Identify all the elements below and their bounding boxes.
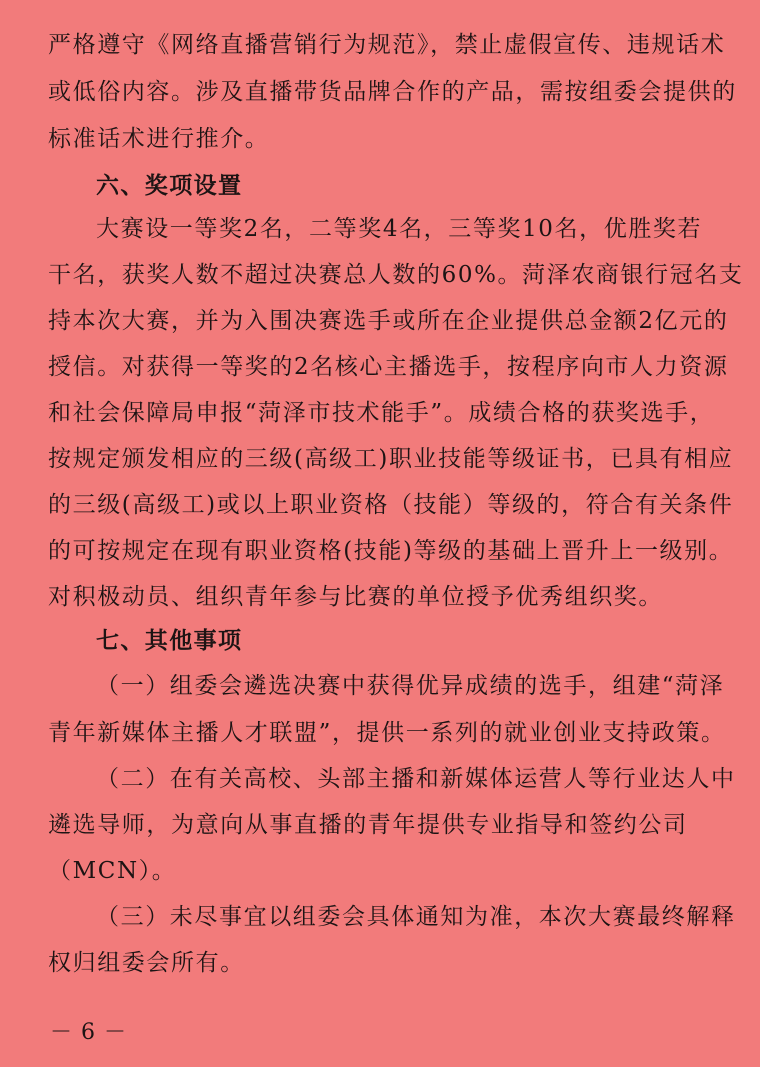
text-line: 干名，获奖人数不超过决赛总人数的60%。菏泽农商银行冠名支: [48, 262, 744, 288]
text-line: 授信。对获得一等奖的2名核心主播选手，按程序向市人力资源: [48, 354, 729, 380]
text-line: 或低俗内容。涉及直播带货品牌合作的产品，需按组委会提供的: [48, 79, 737, 105]
text-line: 大赛设一等奖2名，二等奖4名，三等奖10名，优胜奖若: [96, 216, 703, 242]
text-line: 和社会保障局申报“菏泽市技术能手”。成绩合格的获奖选手，: [48, 400, 715, 426]
text-line: 严格遵守《网络直播营销行为规范》，禁止虚假宣传、违规话术: [48, 32, 726, 58]
text-line: （三）未尽事宜以组委会具体通知为准，本次大赛最终解释: [96, 904, 736, 930]
page-number: － 6 －: [50, 1020, 127, 1045]
section-heading-awards: 六、奖项设置: [96, 173, 243, 199]
text-line: 遴选导师，为意向从事直播的青年提供专业指导和签约公司: [48, 812, 688, 838]
section-heading-other: 七、其他事项: [96, 628, 243, 654]
text-line: 的三级(高级工)或以上职业资格（技能）等级的，符合有关条件: [48, 492, 734, 518]
text-line: （MCN）。: [48, 858, 177, 884]
text-line: 权归组委会所有。: [48, 950, 245, 976]
text-line: 持本次大赛，并为入围决赛选手或所在企业提供总金额2亿元的: [48, 308, 729, 334]
text-line: 对积极动员、组织青年参与比赛的单位授予优秀组织奖。: [48, 584, 663, 610]
text-line: （一）组委会遴选决赛中获得优异成绩的选手，组建“菏泽: [96, 673, 725, 699]
text-line: （二）在有关高校、头部主播和新媒体运营人等行业达人中: [96, 766, 736, 792]
text-line: 的可按规定在现有职业资格(技能)等级的基础上晋升上一级别。: [48, 538, 734, 564]
text-line: 标准话术进行推介。: [48, 126, 270, 152]
text-line: 青年新媒体主播人才联盟”，提供一系列的就业创业支持政策。: [48, 720, 726, 746]
text-line: 按规定颁发相应的三级(高级工)职业技能等级证书，已具有相应: [48, 446, 734, 472]
